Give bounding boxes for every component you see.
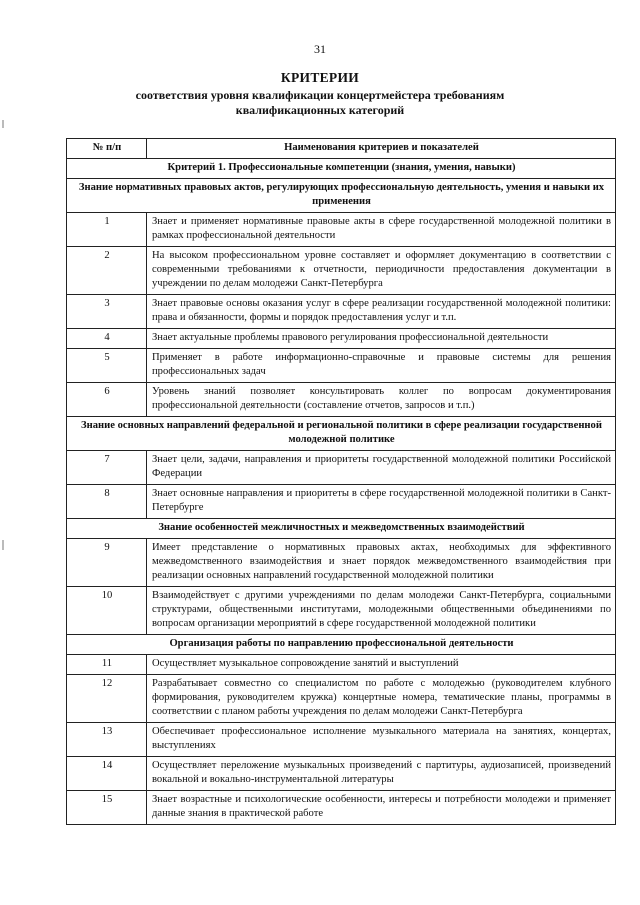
criterion-text: Знает возрастные и психологические особенности, интересы и потребности молодежи и применяет данные знания в практической работе (147, 791, 616, 825)
table-header-row (67, 139, 616, 159)
row-number: 6 (67, 383, 147, 417)
row-number: 1 (67, 213, 147, 247)
row-number: 15 (67, 791, 147, 825)
page-number: 31 (314, 42, 326, 56)
header-name: Наименования критериев и показателей (147, 139, 616, 159)
criterion-text: Знает актуальные проблемы правового регулирования профессиональной деятельности (147, 329, 616, 349)
section-heading: Критерий 1. Профессиональные компетенции (знания, умения, навыки) (67, 159, 616, 179)
criterion-text: На высоком профессиональном уровне составляет и оформляет документацию в соответствии с современными требованиями к отчетности, периодичности предоставления документации в учреждении по делам молодежи Санкт-Петербурга (147, 247, 616, 295)
row-number: 9 (67, 539, 147, 587)
table-row (67, 451, 616, 485)
section-heading-row (67, 179, 616, 213)
table-row (67, 247, 616, 295)
row-number: 14 (67, 757, 147, 791)
criterion-text: Применяет в работе информационно-справочные и правовые системы для решения профессиональных задач (147, 349, 616, 383)
criterion-text: Разрабатывает совместно со специалистом по работе с молодежью (руководителем клубного формирования, руководителем кружка) концертные номера, тематические планы, программы в соответствии с планом работы учреждения по делам молодежи Санкт-Петербурга (147, 675, 616, 723)
scan-edge-mark (2, 120, 4, 128)
section-heading-row (67, 159, 616, 179)
criterion-text: Осуществляет переложение музыкальных произведений с партитуры, аудиозаписей, произведений вокальной и вокально-инструментальной литературы (147, 757, 616, 791)
row-number: 5 (67, 349, 147, 383)
table-row (67, 675, 616, 723)
table-row (67, 723, 616, 757)
section-heading-row (67, 635, 616, 655)
row-number: 2 (67, 247, 147, 295)
row-number: 12 (67, 675, 147, 723)
row-number: 3 (67, 295, 147, 329)
document-title: КРИТЕРИИ (280, 70, 360, 85)
header-num: № п/п (67, 139, 147, 159)
row-number: 13 (67, 723, 147, 757)
table-row (67, 383, 616, 417)
table-row (67, 485, 616, 519)
scan-edge-mark (2, 540, 4, 550)
row-number: 7 (67, 451, 147, 485)
section-heading: Знание основных направлений федеральной и региональной политики в сфере реализации государственной молодежной политике (67, 417, 616, 451)
criterion-text: Уровень знаний позволяет консультировать коллег по вопросам документирования профессиональной деятельности (составление отчетов, запросов и т.п.) (147, 383, 616, 417)
table-row (67, 655, 616, 675)
criterion-text: Знает правовые основы оказания услуг в сфере реализации государственной молодежной политики: права и обязанности, формы и порядок предоставления услуг и т.п. (147, 295, 616, 329)
table-row (67, 539, 616, 587)
criterion-text: Знает цели, задачи, направления и приоритеты государственной молодежной политики Российской Федерации (147, 451, 616, 485)
row-number: 4 (67, 329, 147, 349)
table-row (67, 757, 616, 791)
criterion-text: Обеспечивает профессиональное исполнение музыкального материала на занятиях, концертах, выступлениях (147, 723, 616, 757)
criterion-text: Взаимодействует с другими учреждениями по делам молодежи Санкт-Петербурга, социальными структурами, общественными институтами, молодежными общественными объединениями по вопросам организации мероприятий в сфере государственной молодежной политики (147, 587, 616, 635)
section-heading-row (67, 519, 616, 539)
section-heading-row (67, 417, 616, 451)
table-row (67, 791, 616, 825)
row-number: 11 (67, 655, 147, 675)
criteria-table (66, 138, 616, 825)
document-subtitle: соответствия уровня квалификации концертмейстера требованиям квалификационных категорий (135, 88, 505, 117)
table-row (67, 213, 616, 247)
criterion-text: Осуществляет музыкальное сопровождение занятий и выступлений (147, 655, 616, 675)
criterion-text: Знает основные направления и приоритеты в сфере государственной молодежной политики в Санкт-Петербурге (147, 485, 616, 519)
section-heading: Знание нормативных правовых актов, регулирующих профессиональную деятельность, умения и навыки их применения (67, 179, 616, 213)
row-number: 8 (67, 485, 147, 519)
table-row (67, 587, 616, 635)
table-row (67, 295, 616, 329)
section-heading: Организация работы по направлению профессиональной деятельности (67, 635, 616, 655)
section-heading: Знание особенностей межличностных и межведомственных взаимодействий (67, 519, 616, 539)
table-row (67, 329, 616, 349)
criterion-text: Имеет представление о нормативных правовых актах, необходимых для эффективного межведомственного взаимодействия и знает порядок межведомственного взаимодействия при реализации основных направлений государственной молодежной политики (147, 539, 616, 587)
criterion-text: Знает и применяет нормативные правовые акты в сфере государственной молодежной политики в рамках профессиональной деятельности (147, 213, 616, 247)
table-row (67, 349, 616, 383)
row-number: 10 (67, 587, 147, 635)
